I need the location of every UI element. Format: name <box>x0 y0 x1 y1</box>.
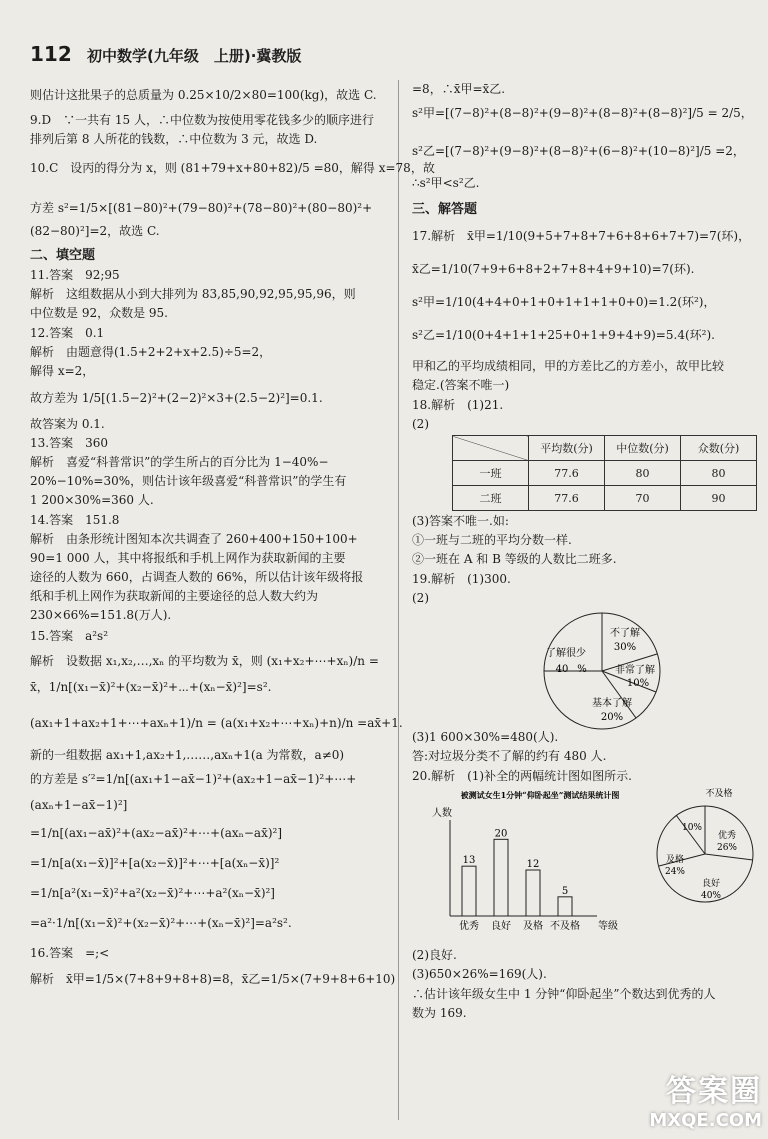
pie-label: 基本了解 <box>592 698 632 709</box>
watermark <box>649 1066 762 1131</box>
text-line: (ax₁+1+ax₂+1+⋯+axₙ+1)/n = (a(x₁+x₂+⋯+xₙ)+n)/n =ax̄+1. <box>30 716 403 730</box>
awareness-pie-chart <box>522 606 682 736</box>
pie-label: 30% <box>613 642 637 653</box>
pie-label: 及格 <box>665 855 685 865</box>
text-line: 稳定.(答案不唯一) <box>412 378 510 392</box>
situp-bar-chart <box>422 786 642 936</box>
x-axis-label: 等级 <box>598 921 618 932</box>
text-line: 230×66%=151.8(万人). <box>30 608 172 622</box>
text-line: (3)答案不唯一.如: <box>412 514 509 528</box>
pie-label: 不了解 <box>610 628 640 639</box>
table-cell: 77.6 <box>529 486 605 511</box>
text-line: ∴s²甲<s²乙. <box>412 176 480 190</box>
text-line: 数为 169. <box>412 1006 467 1020</box>
text-line: (82−80)²]=2，故选 C. <box>30 224 160 238</box>
text-line: 排列后第 8 人所花的钱数，∴中位数为 3 元，故选 D. <box>30 132 318 146</box>
table-corner-cell <box>453 436 529 461</box>
page-header <box>30 42 301 66</box>
x-tick-label: 不及格 <box>550 921 580 932</box>
x-tick-label: 良好 <box>491 921 511 932</box>
pie-label: 24% <box>664 867 686 877</box>
text-line: ②一班在 A 和 B 等级的人数比二班多. <box>412 552 617 566</box>
text-line: 解析 由条形统计图知本次共调查了 260+400+150+100+ <box>30 532 358 546</box>
text-line: s²乙=[(7−8)²+(9−8)²+(8−8)²+(6−8)²+(10−8)²]/5 =2， <box>412 144 745 158</box>
text-line: (3)1 600×30%=480(人). <box>412 730 559 744</box>
text-line: 故答案为 0.1. <box>30 417 105 431</box>
pie-label: % <box>577 664 587 675</box>
pie-label: 了解很少 <box>546 648 586 659</box>
pie-label: 非常了解 <box>615 665 655 676</box>
text-line: 14.答案 151.8 <box>30 513 120 527</box>
column-divider <box>398 80 399 1120</box>
pie-label: 26% <box>716 843 738 853</box>
text-line: 9.D ∵一共有 15 人，∴中位数为按使用零花钱多少的顺序进行 <box>30 113 374 127</box>
text-line: (2) <box>412 591 429 605</box>
score-table <box>452 435 757 511</box>
pie-label: 40 <box>555 664 569 675</box>
pie-slice-boundary <box>705 854 753 860</box>
situp-pie-chart <box>647 786 762 906</box>
text-line: 纸和手机上网作为获取新闻的主要途径的总人数大约为 <box>30 589 319 603</box>
text-line: 新的一组数据 ax₁+1,ax₂+1,……,axₙ+1(a 为常数，a≠0) <box>30 748 345 762</box>
text-line: 10.C 设丙的得分为 x，则 (81+79+x+80+82)/5 =80，解得 x=78，故 <box>30 161 435 175</box>
text-line: 13.答案 360 <box>30 436 108 450</box>
text-line: s²甲=[(7−8)²+(8−8)²+(9−8)²+(8−8)²+(8−8)²]/5 = 2/5， <box>412 106 753 120</box>
bar-value-label: 20 <box>494 828 508 840</box>
table-row <box>453 461 757 486</box>
section-heading: 三、解答题 <box>412 202 478 217</box>
text-line: s²甲=1/10(4+4+0+1+0+1+1+1+0+0)=1.2(环²)， <box>412 295 716 309</box>
text-line: (axₙ+1−ax̄−1)²] <box>30 798 128 812</box>
text-line: 解析 设数据 x₁,x₂,…,xₙ 的平均数为 x̄，则 (x₁+x₂+⋯+xₙ)/n = <box>30 654 379 668</box>
text-line: 方差 s²=1/5×[(81−80)²+(79−80)²+(78−80)²+(80−80)²+ <box>30 201 373 215</box>
table-cell: 77.6 <box>529 461 605 486</box>
pie-label: 20% <box>600 712 624 723</box>
text-line: =1/n[a²(x₁−x̄)²+a²(x₂−x̄)²+⋯+a²(xₙ−x̄)²] <box>30 886 275 900</box>
text-line: s²乙=1/10(0+4+1+1+25+0+1+9+4+9)=5.4(环²). <box>412 328 715 342</box>
bar-优秀 <box>462 866 476 916</box>
bar-及格 <box>526 870 540 916</box>
text-line: 15.答案 a²s² <box>30 629 109 643</box>
table-cell: 70 <box>605 486 681 511</box>
text-line: =1/n[a(x₁−x̄)]²+[a(x₂−x̄)]²+⋯+[a(xₙ−x̄)]² <box>30 856 280 870</box>
bar-value-label: 5 <box>561 885 569 897</box>
book-title: 初中数学(九年级 上册)·冀教版 <box>86 47 302 65</box>
text-line: 答:对垃圾分类不了解的约有 480 人. <box>412 749 607 763</box>
text-line: 20.解析 (1)补全的两幅统计图如图所示. <box>412 769 632 783</box>
text-line: =a²·1/n[(x₁−x̄)²+(x₂−x̄)²+⋯+(xₙ−x̄)²]=a²s². <box>30 916 292 930</box>
y-axis-label: 人数 <box>432 808 452 819</box>
text-line: 1 200×30%=360 人. <box>30 493 154 507</box>
page-number: 112 <box>30 42 72 66</box>
text-line: (3)650×26%=169(人). <box>412 967 547 981</box>
x-tick-label: 及格 <box>523 921 543 932</box>
text-line: 解得 x=2， <box>30 364 95 378</box>
table-header-cell: 中位数(分) <box>605 436 681 461</box>
text-line: x̄，1/n[(x₁−x̄)²+(x₂−x̄)²+⋯+(xₙ−x̄)²]=s². <box>30 680 272 694</box>
text-line: (2) <box>412 417 429 431</box>
text-line: 17.解析 x̄甲=1/10(9+5+7+8+7+6+8+6+7+7)=7(环)， <box>412 229 751 243</box>
table-cell: 90 <box>681 486 757 511</box>
watermark-url: MXQE.COM <box>649 1110 762 1131</box>
text-line: 的方差是 s′²=1/n[(ax₁+1−ax̄−1)²+(ax₂+1−ax̄−1)²+⋯+ <box>30 772 357 786</box>
text-line: 16.答案 =;< <box>30 946 110 960</box>
pie-label: 10% <box>626 678 650 689</box>
bar-良好 <box>494 839 508 916</box>
x-tick-label: 优秀 <box>459 921 479 932</box>
chart-title: 被测试女生1分钟“仰卧起坐”测试结果统计图 <box>460 790 620 800</box>
text-line: 90=1 000 人，其中将报纸和手机上网作为获取新闻的主要 <box>30 551 346 565</box>
text-line: =8，∴x̄甲=x̄乙. <box>412 82 506 96</box>
bar-value-label: 13 <box>462 855 476 867</box>
text-line: 途径的人数为 660，占调查人数的 66%，所以估计该年级将报 <box>30 570 364 584</box>
text-line: 19.解析 (1)300. <box>412 572 511 586</box>
table-header-cell: 平均数(分) <box>529 436 605 461</box>
table-cell: 80 <box>605 461 681 486</box>
watermark-logo-text: 答案圈 <box>666 1074 762 1109</box>
table-cell: 二班 <box>453 486 529 511</box>
text-line: 12.答案 0.1 <box>30 326 105 340</box>
text-line: 解析 这组数据从小到大排列为 83,85,90,92,95,95,96，则 <box>30 287 356 301</box>
text-line: 故方差为 1/5[(1.5−2)²+(2−2)²×3+(2.5−2)²]=0.1. <box>30 391 323 405</box>
table-cell: 一班 <box>453 461 529 486</box>
pie-label: 优秀 <box>717 831 737 841</box>
table-header-row <box>453 436 757 461</box>
text-line: 甲和乙的平均成绩相同，甲的方差比乙的方差小，故甲比较 <box>412 359 725 373</box>
bar-value-label: 12 <box>526 859 540 870</box>
text-line: 解析 由题意得(1.5+2+2+x+2.5)÷5=2， <box>30 345 272 359</box>
table-cell: 80 <box>681 461 757 486</box>
section-heading: 二、填空题 <box>30 248 96 263</box>
pie-label: 不及格 <box>705 789 733 799</box>
table-header-cell: 众数(分) <box>681 436 757 461</box>
text-line: ∴估计该年级女生中 1 分钟“仰卧起坐”个数达到优秀的人 <box>412 987 716 1001</box>
pie-label: 40% <box>700 891 722 901</box>
text-line: 解析 喜爱“科普常识”的学生所占的百分比为 1−40%− <box>30 455 329 469</box>
table-row <box>453 486 757 511</box>
bar-不及格 <box>558 897 572 916</box>
text-line: 11.答案 92;95 <box>30 268 120 282</box>
text-line: x̄乙=1/10(7+9+6+8+2+7+8+4+9+10)=7(环). <box>412 262 695 276</box>
text-line: 解析 x̄甲=1/5×(7+8+9+8+8)=8，x̄乙=1/5×(7+9+8+6+10) <box>30 972 396 986</box>
pie-label: 10% <box>681 823 703 833</box>
text-line: ①一班与二班的平均分数一样. <box>412 533 572 547</box>
text-line: (2)良好. <box>412 948 457 962</box>
text-line: 中位数是 92，众数是 95. <box>30 306 168 320</box>
pie-slice-boundary <box>676 815 705 854</box>
pie-label: 良好 <box>701 879 721 889</box>
text-line: =1/n[(ax₁−ax̄)²+(ax₂−ax̄)²+⋯+(axₙ−ax̄)²] <box>30 826 283 840</box>
text-line: 20%−10%=30%，则估计该年级喜爱“科普常识”的学生有 <box>30 474 347 488</box>
text-line: 18.解析 (1)21. <box>412 398 504 412</box>
text-line: 则估计这批果子的总质量为 0.25×10/2×80=100(kg)，故选 C. <box>30 88 377 102</box>
